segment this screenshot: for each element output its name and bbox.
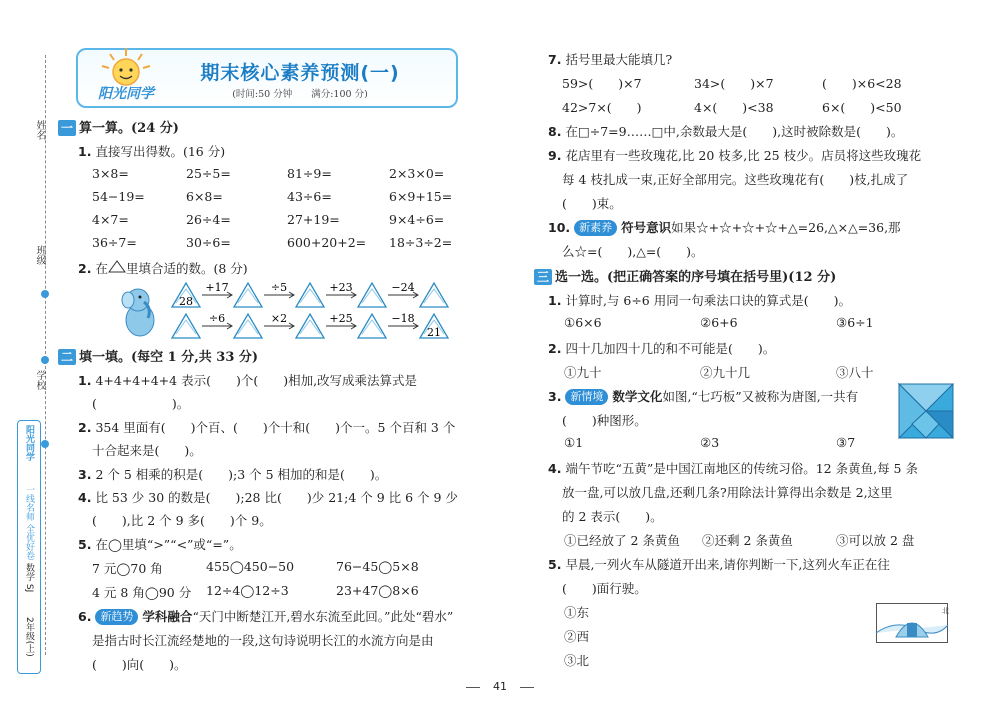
operation-arrow bbox=[202, 312, 232, 329]
section-1-heading: 一 算一算。(24 分) bbox=[58, 117, 179, 135]
question-line: 5. 在◯里填“>”“<”或“=”。 bbox=[78, 537, 242, 552]
compare-item: 23+47◯8×6 bbox=[336, 583, 419, 598]
calc-item: 18÷3÷2= bbox=[389, 235, 453, 250]
question-line: 3. 2 个 5 相乘的积是( );3 个 5 相加的和是( )。 bbox=[78, 467, 388, 482]
triangle-slot-icon bbox=[108, 260, 126, 273]
operation-label: −24 bbox=[391, 281, 415, 294]
question-line: 1. 计算时,与 6÷6 用同一句乘法口诀的算式是( )。 bbox=[548, 293, 851, 308]
calc-item: 6×9+15= bbox=[389, 189, 453, 204]
calc-item: 27+19= bbox=[287, 212, 340, 227]
option: ②6+6 bbox=[700, 315, 738, 330]
calc-item: 25÷5= bbox=[186, 166, 231, 181]
question-line: 放一盘,可以放几盘,还剩几条?用除法计算得出余数是 2,这里 bbox=[562, 485, 893, 500]
hole-dot bbox=[41, 356, 49, 364]
question-7: 7. 括号里最大能填几? bbox=[548, 52, 673, 67]
calc-item: 4×7= bbox=[92, 212, 129, 227]
option: ①东 bbox=[564, 605, 590, 620]
compare-item: 4 元 8 角◯90 分 bbox=[92, 585, 192, 600]
triangle-slot[interactable] bbox=[358, 314, 386, 338]
context-badge: 新情境 bbox=[565, 389, 608, 405]
operation-arrow bbox=[326, 281, 356, 298]
operation-label: ×2 bbox=[270, 312, 288, 325]
calc-item: 54−19= bbox=[92, 189, 145, 204]
question-line: ( ),比 2 个 9 多( )个 9。 bbox=[92, 513, 272, 528]
question-line: 2. 四十几加四十几的和不可能是( )。 bbox=[548, 341, 776, 356]
question-line: 十合起来是( )。 bbox=[92, 443, 202, 458]
hole-dot bbox=[41, 290, 49, 298]
school-label: 学校 bbox=[34, 370, 45, 390]
calc-item: 81÷9= bbox=[287, 166, 332, 181]
q7-item: 6×( )<50 bbox=[822, 100, 902, 115]
operation-label: +23 bbox=[329, 281, 353, 294]
question-4: 4. 端午节吃“五黄”是中国江南地区的传统习俗。12 条黄鱼,每 5 条 bbox=[548, 461, 918, 476]
operation-label: +25 bbox=[329, 312, 353, 325]
page-number: 41 bbox=[470, 680, 530, 693]
elephant-icon bbox=[122, 289, 154, 336]
operation-chain bbox=[118, 278, 448, 348]
logo-text: 阳光同学 bbox=[98, 86, 154, 102]
operation-arrow bbox=[388, 281, 418, 298]
operation-arrow bbox=[326, 312, 356, 329]
spine-subject: 数学 SJ bbox=[24, 563, 34, 593]
compare-item: 7 元◯70 角 bbox=[92, 561, 163, 576]
tangram-icon bbox=[898, 383, 954, 439]
question-line: 2. 354 里面有( )个百、( )个十和( )个一。5 个百和 3 个 bbox=[78, 420, 456, 435]
spine-label bbox=[17, 420, 41, 674]
class-label: 班级 bbox=[34, 245, 45, 265]
q7-item: 34>( )×7 bbox=[694, 76, 774, 91]
calc-item: 6×8= bbox=[186, 189, 223, 204]
triangle-slot[interactable] bbox=[172, 314, 200, 338]
question-line: 的 2 表示( )。 bbox=[562, 509, 663, 524]
option: ①6×6 bbox=[564, 315, 602, 330]
q7-item: 59>( )×7 bbox=[562, 76, 642, 91]
calc-item: 3×8= bbox=[92, 166, 129, 181]
trend-badge: 新趋势 bbox=[95, 609, 138, 625]
calc-item: 26÷4= bbox=[186, 212, 231, 227]
calc-item: 9×4÷6= bbox=[389, 212, 445, 227]
question-line: ( )面行驶。 bbox=[562, 581, 647, 596]
option: ③北 bbox=[564, 653, 590, 668]
spine-tag: 一线名师 全优好卷 bbox=[24, 485, 34, 560]
calc-item: 36÷7= bbox=[92, 235, 137, 250]
triangle-slot[interactable] bbox=[296, 283, 324, 307]
svg-text:北: 北 bbox=[942, 607, 949, 615]
operation-arrow bbox=[264, 281, 294, 298]
question-line: 4. 比 53 少 30 的数是( );28 比( )少 21;4 个 9 比 6 个 9 少 bbox=[78, 490, 458, 505]
option: ③7 bbox=[836, 435, 856, 450]
spine-grade: 2年级(上) bbox=[24, 617, 34, 657]
q1-1: 1. 直接写出得数。(16 分) bbox=[78, 144, 226, 159]
triangle-slot[interactable] bbox=[358, 283, 386, 307]
option: ③6÷1 bbox=[836, 315, 874, 330]
q1-2: 2. 在 里填合适的数。(8 分) bbox=[78, 261, 248, 276]
option: ②3 bbox=[700, 435, 720, 450]
question-6: 6. 新趋势 学科融合“天门中断楚江开,碧水东流至此回。”此处“碧水” bbox=[78, 609, 454, 624]
page-title: 期末核心素养预测(一) bbox=[200, 62, 400, 84]
compare-item: 76−45◯5×8 bbox=[336, 559, 419, 574]
option: ③八十 bbox=[836, 365, 874, 380]
hole-dot bbox=[41, 440, 49, 448]
train-tunnel-icon bbox=[876, 603, 948, 643]
compare-item: 12÷4◯12÷3 bbox=[206, 583, 289, 598]
option: ②九十几 bbox=[700, 365, 751, 380]
question-line: 8. 在□÷7=9……□中,余数最大是( ),这时被除数是( )。 bbox=[548, 124, 904, 139]
option: ①九十 bbox=[564, 365, 602, 380]
question-5: 5. 早晨,一列火车从隧道开出来,请你判断一下,这列火车正在往 bbox=[548, 557, 890, 572]
section-2-heading: 二 填一填。(每空 1 分,共 33 分) bbox=[58, 346, 258, 364]
calc-item: 43÷6= bbox=[287, 189, 332, 204]
cut-line bbox=[45, 55, 46, 655]
triangle-slot[interactable] bbox=[172, 283, 200, 308]
compare-item: 455◯450−50 bbox=[206, 559, 295, 574]
operation-label: ÷5 bbox=[270, 281, 288, 294]
calc-item: 2×3×0= bbox=[389, 166, 445, 181]
calc-item: 600+20+2= bbox=[287, 235, 367, 250]
spine-brand: 阳光同学 bbox=[24, 425, 34, 461]
option: ①已经放了 2 条黄鱼 bbox=[564, 533, 680, 548]
q7-item: 42>7×( ) bbox=[562, 100, 642, 115]
chain-value: 28 bbox=[179, 295, 193, 308]
question-3: 3. 新情境 数学文化如图,“七巧板”又被称为唐图,一共有 bbox=[548, 389, 859, 404]
sun-logo-icon bbox=[80, 42, 172, 106]
option: ②还剩 2 条黄鱼 bbox=[702, 533, 793, 548]
chain-value: 21 bbox=[427, 326, 441, 339]
calc-item: 30÷6= bbox=[186, 235, 231, 250]
question-line: 么☆=( ),△=( )。 bbox=[562, 244, 704, 259]
question-line: ( )。 bbox=[92, 396, 190, 411]
triangle-slot[interactable] bbox=[420, 314, 448, 339]
option: ③可以放 2 盘 bbox=[836, 533, 915, 548]
operation-arrow bbox=[388, 312, 418, 329]
question-line: 每 4 枝扎成一束,正好全部用完。这些玫瑰花有( )枝,扎成了 bbox=[562, 172, 909, 187]
question-line: ( )束。 bbox=[562, 196, 622, 211]
operation-arrow bbox=[202, 281, 232, 298]
name-label: 姓名 bbox=[34, 120, 45, 140]
operation-label: ÷6 bbox=[208, 312, 226, 325]
question-line: 是指古时长江流经楚地的一段,这句诗说明长江的水流方向是由 bbox=[92, 633, 434, 648]
triangle-slot[interactable] bbox=[296, 314, 324, 338]
page-subtitle: (时间:50 分钟 满分:100 分) bbox=[232, 89, 368, 100]
question-line: ( )种图形。 bbox=[562, 413, 647, 428]
question-line: 9. 花店里有一些玫瑰花,比 20 枝多,比 25 枝少。店员将这些玫瑰花 bbox=[548, 148, 922, 163]
question-10: 10. 新素养 符号意识如果☆+☆+☆+☆+△=26,△×△=36,那 bbox=[548, 220, 901, 235]
section-3-heading: 三 选一选。(把正确答案的序号填在括号里)(12 分) bbox=[534, 266, 836, 284]
q7-item: 4×( )<38 bbox=[694, 100, 774, 115]
triangle-slot[interactable] bbox=[234, 283, 262, 307]
q7-item: ( )×6<28 bbox=[822, 76, 902, 91]
literacy-badge: 新素养 bbox=[574, 220, 617, 236]
triangle-slot[interactable] bbox=[420, 283, 448, 307]
operation-label: +17 bbox=[205, 281, 229, 294]
operation-label: −18 bbox=[391, 312, 415, 325]
question-line: 1. 4+4+4+4+4 表示( )个( )相加,改写成乘法算式是 bbox=[78, 373, 418, 388]
option: ①1 bbox=[564, 435, 584, 450]
operation-arrow bbox=[264, 312, 294, 329]
question-line: ( )向( )。 bbox=[92, 657, 187, 672]
option: ②西 bbox=[564, 629, 590, 644]
triangle-slot[interactable] bbox=[234, 314, 262, 338]
